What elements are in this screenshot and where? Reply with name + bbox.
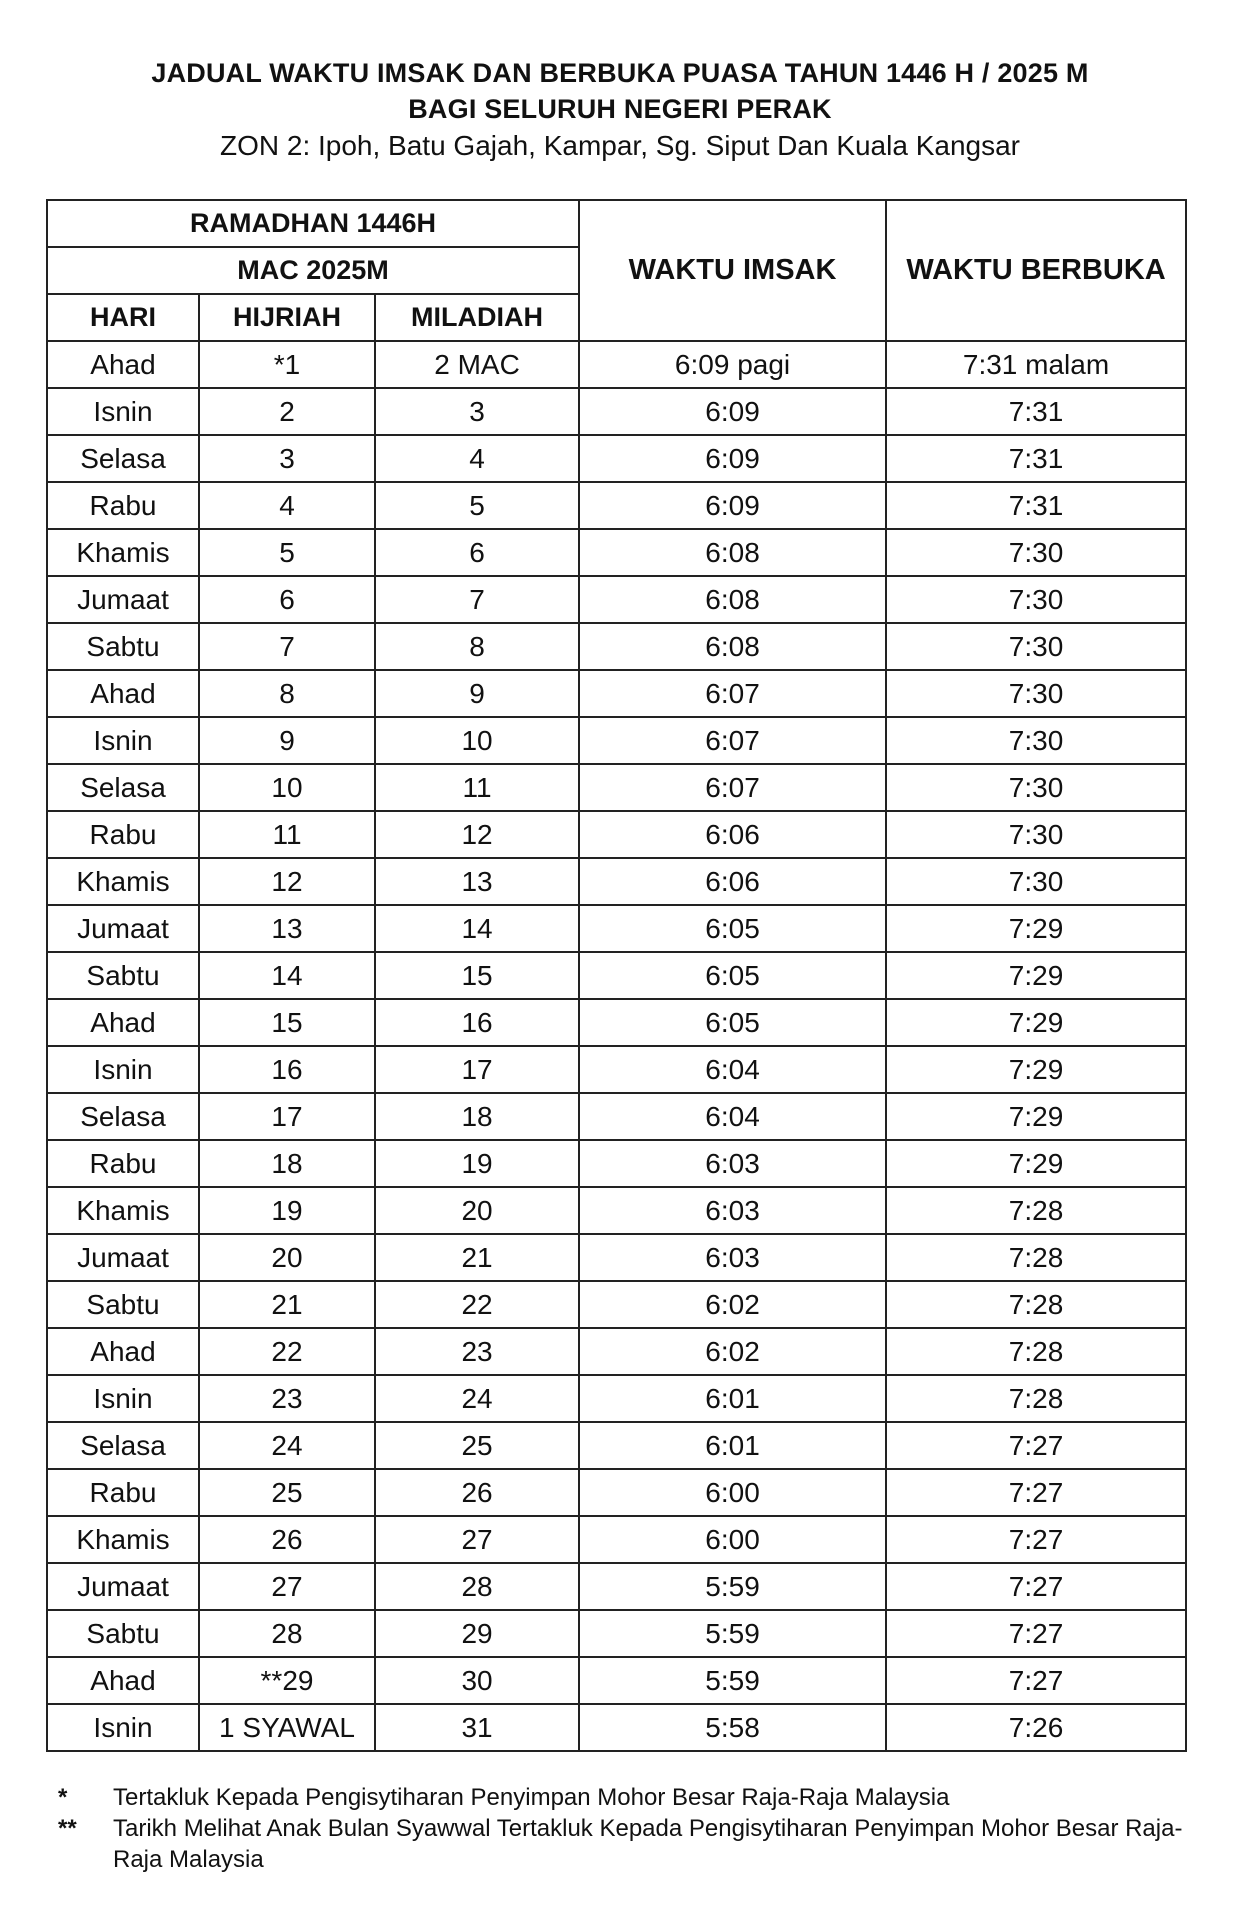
cell-hari: Sabtu — [47, 952, 199, 999]
table-row — [47, 1469, 1186, 1516]
table-row — [47, 435, 1186, 482]
cell-hijriah: 9 — [199, 717, 375, 764]
table-row — [47, 952, 1186, 999]
cell-miladiah: 10 — [375, 717, 579, 764]
cell-hari: Jumaat — [47, 905, 199, 952]
cell-miladiah: 31 — [375, 1704, 579, 1751]
header-ramadhan: RAMADHAN 1446H — [47, 200, 579, 247]
table-row — [47, 670, 1186, 717]
cell-hari: Selasa — [47, 764, 199, 811]
cell-miladiah: 23 — [375, 1328, 579, 1375]
page-subtitle-zone: ZON 2: Ipoh, Batu Gajah, Kampar, Sg. Siput Dan Kuala Kangsar — [219, 130, 1020, 161]
cell-hijriah: 15 — [199, 999, 375, 1046]
cell-hijriah: 8 — [199, 670, 375, 717]
cell-hijriah: 14 — [199, 952, 375, 999]
cell-hijriah: 12 — [199, 858, 375, 905]
cell-berbuka: 7:30 — [886, 764, 1186, 811]
cell-berbuka: 7:29 — [886, 1140, 1186, 1187]
header-waktu-berbuka: WAKTU BERBUKA — [886, 200, 1186, 341]
cell-hijriah: 26 — [199, 1516, 375, 1563]
header-waktu-imsak: WAKTU IMSAK — [579, 200, 886, 341]
cell-hijriah: 2 — [199, 388, 375, 435]
header-miladiah: MILADIAH — [375, 294, 579, 341]
cell-berbuka: 7:29 — [886, 1046, 1186, 1093]
cell-berbuka: 7:29 — [886, 905, 1186, 952]
cell-berbuka: 7:30 — [886, 529, 1186, 576]
cell-hari: Isnin — [47, 1375, 199, 1422]
cell-miladiah: 19 — [375, 1140, 579, 1187]
cell-hijriah: **29 — [199, 1657, 375, 1704]
cell-berbuka: 7:27 — [886, 1469, 1186, 1516]
table-row — [47, 1328, 1186, 1375]
cell-hari: Jumaat — [47, 576, 199, 623]
cell-miladiah: 15 — [375, 952, 579, 999]
table-row — [47, 1046, 1186, 1093]
cell-hijriah: 7 — [199, 623, 375, 670]
cell-hijriah: 4 — [199, 482, 375, 529]
cell-hijriah: 22 — [199, 1328, 375, 1375]
cell-berbuka: 7:30 — [886, 576, 1186, 623]
cell-miladiah: 18 — [375, 1093, 579, 1140]
table-row — [47, 623, 1186, 670]
table-row — [47, 341, 1186, 388]
cell-berbuka: 7:28 — [886, 1375, 1186, 1422]
cell-berbuka: 7:27 — [886, 1610, 1186, 1657]
cell-miladiah: 17 — [375, 1046, 579, 1093]
cell-miladiah: 27 — [375, 1516, 579, 1563]
cell-berbuka: 7:29 — [886, 999, 1186, 1046]
cell-imsak: 6:02 — [579, 1281, 886, 1328]
cell-hari: Sabtu — [47, 1281, 199, 1328]
cell-miladiah: 11 — [375, 764, 579, 811]
cell-berbuka: 7:29 — [886, 952, 1186, 999]
cell-hijriah: 16 — [199, 1046, 375, 1093]
document-title-block — [0, 55, 1240, 165]
cell-hari: Jumaat — [47, 1563, 199, 1610]
cell-hari: Rabu — [47, 1469, 199, 1516]
cell-berbuka: 7:28 — [886, 1328, 1186, 1375]
cell-hari: Sabtu — [47, 623, 199, 670]
footnote-mark: * — [58, 1784, 68, 1811]
cell-imsak: 6:04 — [579, 1093, 886, 1140]
cell-hijriah: 5 — [199, 529, 375, 576]
cell-hari: Jumaat — [47, 1234, 199, 1281]
table-row — [47, 388, 1186, 435]
cell-miladiah: 16 — [375, 999, 579, 1046]
table-row — [47, 1657, 1186, 1704]
cell-hijriah: 25 — [199, 1469, 375, 1516]
cell-miladiah: 21 — [375, 1234, 579, 1281]
cell-hari: Selasa — [47, 435, 199, 482]
table-row — [47, 1610, 1186, 1657]
cell-imsak: 6:09 — [579, 482, 886, 529]
cell-imsak: 6:09 pagi — [579, 341, 886, 388]
cell-miladiah: 20 — [375, 1187, 579, 1234]
cell-imsak: 6:03 — [579, 1140, 886, 1187]
cell-imsak: 6:05 — [579, 999, 886, 1046]
cell-miladiah: 9 — [375, 670, 579, 717]
cell-hari: Selasa — [47, 1422, 199, 1469]
table-row — [47, 529, 1186, 576]
footnote-text: Tarikh Melihat Anak Bulan Syawwal Tertakluk Kepada Pengisytiharan Penyimpan Mohor Besar Raja-Raja Malaysia — [113, 1815, 1183, 1873]
cell-hijriah: 10 — [199, 764, 375, 811]
cell-imsak: 5:59 — [579, 1610, 886, 1657]
cell-berbuka: 7:28 — [886, 1234, 1186, 1281]
cell-imsak: 6:03 — [579, 1187, 886, 1234]
cell-imsak: 6:06 — [579, 811, 886, 858]
cell-miladiah: 12 — [375, 811, 579, 858]
cell-hari: Rabu — [47, 1140, 199, 1187]
footnote-mark: ** — [58, 1815, 77, 1842]
cell-hari: Selasa — [47, 1093, 199, 1140]
cell-hari: Khamis — [47, 1516, 199, 1563]
cell-berbuka: 7:28 — [886, 1187, 1186, 1234]
footnotes — [58, 1782, 1188, 1875]
timetable-body — [47, 341, 1186, 1751]
cell-berbuka: 7:27 — [886, 1657, 1186, 1704]
cell-miladiah: 22 — [375, 1281, 579, 1328]
cell-hari: Isnin — [47, 1704, 199, 1751]
cell-berbuka: 7:30 — [886, 858, 1186, 905]
cell-miladiah: 29 — [375, 1610, 579, 1657]
cell-hari: Isnin — [47, 717, 199, 764]
page-title-state: BAGI SELURUH NEGERI PERAK — [408, 94, 832, 124]
cell-hijriah: 27 — [199, 1563, 375, 1610]
cell-hijriah: 28 — [199, 1610, 375, 1657]
cell-berbuka: 7:31 — [886, 388, 1186, 435]
cell-miladiah: 28 — [375, 1563, 579, 1610]
footnote — [58, 1813, 1188, 1875]
header-mac: MAC 2025M — [47, 247, 579, 294]
cell-miladiah: 2 MAC — [375, 341, 579, 388]
cell-hari: Ahad — [47, 1657, 199, 1704]
header-hijriah: HIJRIAH — [199, 294, 375, 341]
cell-imsak: 6:07 — [579, 670, 886, 717]
cell-hari: Isnin — [47, 388, 199, 435]
table-row — [47, 1563, 1186, 1610]
cell-miladiah: 24 — [375, 1375, 579, 1422]
cell-hari: Isnin — [47, 1046, 199, 1093]
cell-imsak: 6:05 — [579, 905, 886, 952]
cell-imsak: 6:01 — [579, 1422, 886, 1469]
cell-berbuka: 7:29 — [886, 1093, 1186, 1140]
cell-imsak: 6:09 — [579, 388, 886, 435]
cell-imsak: 5:58 — [579, 1704, 886, 1751]
cell-imsak: 6:05 — [579, 952, 886, 999]
cell-imsak: 6:01 — [579, 1375, 886, 1422]
cell-hijriah: 24 — [199, 1422, 375, 1469]
cell-miladiah: 14 — [375, 905, 579, 952]
cell-miladiah: 25 — [375, 1422, 579, 1469]
cell-miladiah: 30 — [375, 1657, 579, 1704]
cell-berbuka: 7:28 — [886, 1281, 1186, 1328]
table-row — [47, 1516, 1186, 1563]
table-row — [47, 858, 1186, 905]
cell-miladiah: 5 — [375, 482, 579, 529]
cell-hari: Ahad — [47, 341, 199, 388]
cell-hijriah: *1 — [199, 341, 375, 388]
cell-hijriah: 13 — [199, 905, 375, 952]
cell-miladiah: 13 — [375, 858, 579, 905]
table-row — [47, 999, 1186, 1046]
table-row — [47, 1234, 1186, 1281]
table-row — [47, 764, 1186, 811]
cell-berbuka: 7:30 — [886, 670, 1186, 717]
table-row — [47, 811, 1186, 858]
cell-hari: Ahad — [47, 670, 199, 717]
table-row — [47, 1281, 1186, 1328]
cell-miladiah: 8 — [375, 623, 579, 670]
header-hari: HARI — [47, 294, 199, 341]
cell-hijriah: 21 — [199, 1281, 375, 1328]
cell-hari: Khamis — [47, 1187, 199, 1234]
cell-hijriah: 6 — [199, 576, 375, 623]
cell-hijriah: 18 — [199, 1140, 375, 1187]
cell-hijriah: 3 — [199, 435, 375, 482]
cell-hijriah: 20 — [199, 1234, 375, 1281]
cell-berbuka: 7:26 — [886, 1704, 1186, 1751]
table-row — [47, 1187, 1186, 1234]
cell-berbuka: 7:30 — [886, 717, 1186, 764]
cell-hijriah: 11 — [199, 811, 375, 858]
page-title: JADUAL WAKTU IMSAK DAN BERBUKA PUASA TAHUN 1446 H / 2025 M — [151, 58, 1089, 88]
table-row — [47, 1704, 1186, 1751]
cell-berbuka: 7:30 — [886, 623, 1186, 670]
cell-imsak: 6:09 — [579, 435, 886, 482]
footnote — [58, 1782, 1188, 1813]
cell-hari: Ahad — [47, 1328, 199, 1375]
cell-imsak: 6:02 — [579, 1328, 886, 1375]
cell-imsak: 6:03 — [579, 1234, 886, 1281]
cell-miladiah: 3 — [375, 388, 579, 435]
cell-berbuka: 7:31 — [886, 435, 1186, 482]
cell-miladiah: 7 — [375, 576, 579, 623]
cell-imsak: 6:00 — [579, 1516, 886, 1563]
cell-hari: Sabtu — [47, 1610, 199, 1657]
timetable — [46, 199, 1187, 1752]
cell-imsak: 5:59 — [579, 1657, 886, 1704]
cell-imsak: 6:06 — [579, 858, 886, 905]
cell-imsak: 6:08 — [579, 623, 886, 670]
cell-miladiah: 4 — [375, 435, 579, 482]
cell-hari: Khamis — [47, 529, 199, 576]
cell-hijriah: 1 SYAWAL — [199, 1704, 375, 1751]
cell-imsak: 6:08 — [579, 529, 886, 576]
cell-hijriah: 19 — [199, 1187, 375, 1234]
cell-imsak: 6:04 — [579, 1046, 886, 1093]
cell-hari: Rabu — [47, 482, 199, 529]
cell-miladiah: 6 — [375, 529, 579, 576]
cell-berbuka: 7:27 — [886, 1422, 1186, 1469]
cell-miladiah: 26 — [375, 1469, 579, 1516]
cell-imsak: 6:07 — [579, 764, 886, 811]
cell-hijriah: 17 — [199, 1093, 375, 1140]
cell-imsak: 6:08 — [579, 576, 886, 623]
header-row — [47, 200, 1186, 247]
cell-hari: Ahad — [47, 999, 199, 1046]
cell-imsak: 5:59 — [579, 1563, 886, 1610]
cell-hari: Rabu — [47, 811, 199, 858]
table-row — [47, 482, 1186, 529]
cell-berbuka: 7:31 — [886, 482, 1186, 529]
cell-hijriah: 23 — [199, 1375, 375, 1422]
cell-berbuka: 7:27 — [886, 1563, 1186, 1610]
cell-berbuka: 7:30 — [886, 811, 1186, 858]
table-row — [47, 717, 1186, 764]
cell-imsak: 6:00 — [579, 1469, 886, 1516]
cell-hari: Khamis — [47, 858, 199, 905]
cell-imsak: 6:07 — [579, 717, 886, 764]
table-row — [47, 1375, 1186, 1422]
table-row — [47, 576, 1186, 623]
table-row — [47, 905, 1186, 952]
table-row — [47, 1093, 1186, 1140]
cell-berbuka: 7:27 — [886, 1516, 1186, 1563]
table-row — [47, 1422, 1186, 1469]
cell-berbuka: 7:31 malam — [886, 341, 1186, 388]
table-row — [47, 1140, 1186, 1187]
footnote-text: Tertakluk Kepada Pengisytiharan Penyimpan Mohor Besar Raja-Raja Malaysia — [113, 1784, 950, 1811]
